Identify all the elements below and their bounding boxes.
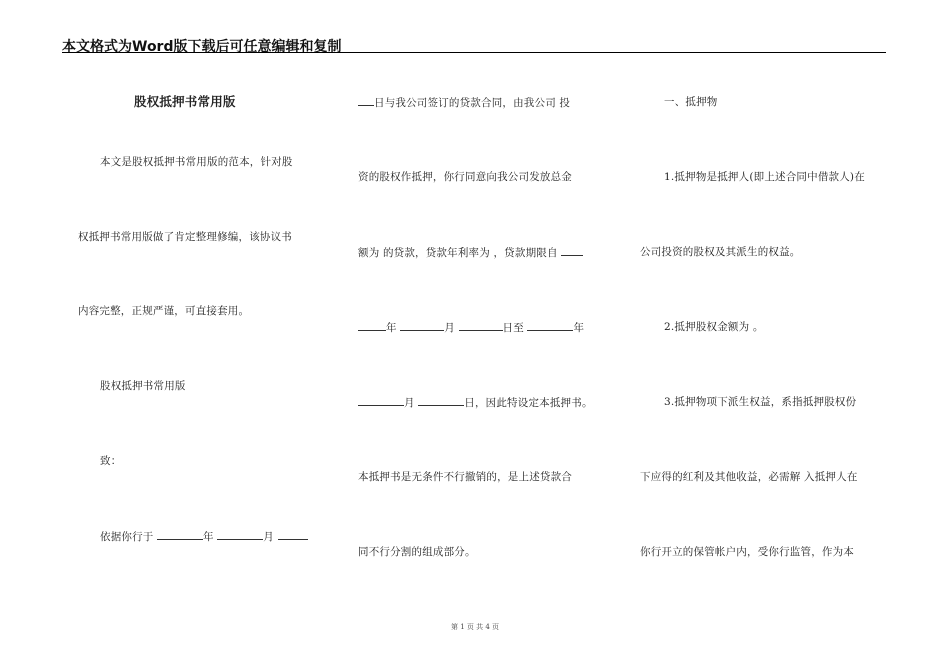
blank-year-2: [358, 320, 386, 331]
header-title: 本文格式为Word版下载后可任意编辑和复制: [62, 39, 342, 55]
salutation: 致：: [100, 455, 122, 467]
col2-line-3: [358, 245, 583, 260]
page-number: 第 1 页 共 4 页: [450, 623, 500, 631]
col2-l5-month: 月: [404, 397, 419, 409]
col2-line-6: 本抵押书是无条件不行撤销的，是上述贷款合: [358, 471, 572, 483]
basis-text-a: 依据你行于: [100, 531, 158, 543]
blank-month: [217, 529, 263, 540]
col2-l4-year-end: 年: [573, 322, 585, 334]
header-divider: [62, 52, 886, 53]
blank-month-2: [400, 320, 444, 331]
blank-day: [278, 529, 308, 540]
document-title: 股权抵押书常用版: [134, 94, 236, 109]
col2-line-1-text: 日与我公司签订的贷款合同，由我公司 投: [374, 97, 571, 109]
blank-day-start: [358, 95, 374, 106]
col3-line-6: 下应得的红利及其他收益，必需解 入抵押人在: [640, 471, 858, 483]
blank-year: [157, 529, 203, 540]
basis-line: [100, 529, 308, 544]
blank-loan-start-year: [561, 245, 583, 256]
col2-line-4: [358, 320, 584, 335]
col2-line-2: 资的股权作抵押，你行同意向我公司发放总金: [358, 171, 572, 183]
blank-end-month: [358, 395, 404, 406]
col2-l4-to: 日至: [502, 322, 528, 334]
col3-line-3: 公司投资的股权及其派生的权益。: [640, 246, 801, 258]
intro-line-3: 内容完整，正规严谨，可直接套用。: [78, 305, 250, 317]
basis-text-b: 年: [203, 531, 218, 543]
col3-line-5: 3.抵押物项下派生权益，系指抵押股权份: [664, 396, 857, 408]
col2-line-1: [358, 95, 570, 110]
blank-day-2: [459, 320, 503, 331]
col2-l4-year: 年: [386, 322, 401, 334]
col2-line-3-text: 额为 的贷款，贷款年利率为 ，贷款期限自: [358, 247, 562, 259]
blank-end-year: [527, 320, 573, 331]
document-subtitle: 股权抵押书常用版: [100, 380, 186, 392]
basis-text-c: 月: [263, 531, 278, 543]
section-heading: 一、抵押物: [664, 96, 718, 108]
blank-end-day: [418, 395, 464, 406]
col2-line-7: 同不行分割的组成部分。: [358, 546, 476, 558]
col2-line-5: [358, 395, 593, 410]
col2-l4-month: 月: [444, 322, 459, 334]
intro-line-1: 本文是股权抵押书常用版的范本，针对股: [100, 156, 293, 168]
col2-l5-text: 日，因此特设定本抵押书。: [464, 397, 593, 409]
col3-line-4: 2.抵押股权金额为 。: [664, 321, 764, 333]
intro-line-2: 权抵押书常用版做了肯定整理修编，该协议书: [78, 231, 292, 243]
col3-line-2: 1.抵押物是抵押人(即上述合同中借款人)在: [664, 171, 865, 183]
col3-line-7: 你行开立的保管帐户内，受你行监管，作为本: [640, 546, 854, 558]
